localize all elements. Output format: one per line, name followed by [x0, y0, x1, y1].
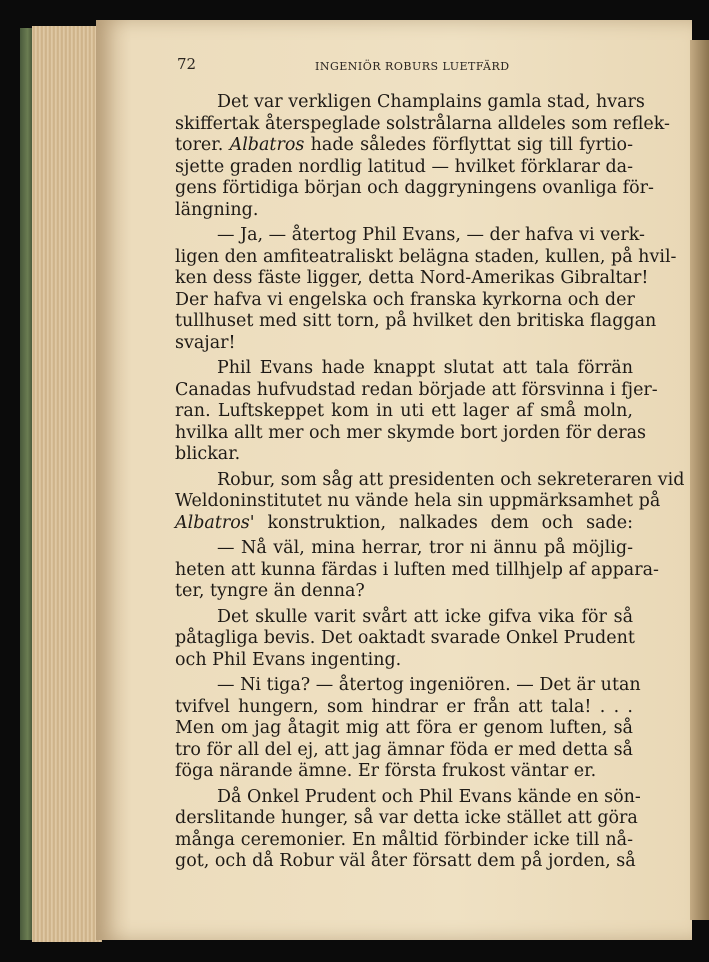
- text-line: ken dess fäste ligger, detta Nord-Amerikas Gibraltar!: [175, 268, 649, 288]
- text-line: Phil Evans hade knappt slutat att tala förrän: [217, 358, 633, 378]
- text-line: Det skulle varit svårt att icke gifva vika för så: [217, 606, 633, 627]
- text-line: Då Onkel Prudent och Phil Evans kände en sön-: [217, 786, 641, 807]
- text-line: Weldoninstitutet nu vände hela sin uppmärksamhet på: [175, 491, 661, 511]
- text-line: svajar!: [175, 332, 236, 353]
- text-line: många ceremonier. En måltid förbinder icke till nå-: [175, 829, 633, 850]
- text-line: skiffertak återspeglade solstrålarna alldeles som reflek-: [175, 113, 670, 134]
- text-line: Robur, som såg att presidenten och sekreteraren vid: [217, 469, 685, 490]
- page-edges: [32, 26, 102, 942]
- text-line: gens förtidiga början och daggryningens ovanliga för-: [175, 178, 654, 198]
- text-line: hvilka allt mer och mer skymde bort jorden för deras: [175, 422, 646, 443]
- text-line: — Nå väl, mina herrar, tror ni ännu på möjlig-: [217, 538, 633, 558]
- text-line: Canadas hufvudstad redan började att försvinna i fjer-: [175, 379, 658, 400]
- text-line: Men om jag åtagit mig att föra er genom luften, så: [175, 718, 633, 738]
- text-line: heten att kunna färdas i luften med tillhjelp af appara-: [175, 559, 659, 580]
- body-text: [175, 92, 685, 873]
- text-line: — Ja, — återtog Phil Evans, — der hafva vi verk-: [217, 225, 645, 245]
- text-line: Det var verkligen Champlains gamla stad, hvars: [217, 92, 645, 112]
- text-line: — Ni tiga? — återtog ingeniören. — Det är utan: [217, 675, 641, 695]
- text-line: och Phil Evans ingenting.: [175, 649, 402, 670]
- text-line: tvifvel hungern, som hindrar er från att tala! . . .: [175, 696, 633, 717]
- text-line: ter, tyngre än denna?: [175, 581, 365, 601]
- text-line: längning.: [175, 199, 259, 220]
- text-line: tullhuset med sitt torn, på hvilket den britiska flaggan: [175, 311, 657, 331]
- text-line: ligen den amfiteatraliskt belägna staden, kullen, på hvil-: [175, 246, 677, 267]
- text-line: Albatros' konstruktion, nalkades dem och sade:: [175, 512, 633, 533]
- text-line: derslitande hunger, så var detta icke stället att göra: [175, 808, 638, 828]
- page-header: [177, 55, 637, 77]
- text-line: blickar.: [175, 444, 241, 464]
- text-line: påtagliga bevis. Det oaktadt svarade Onkel Prudent: [175, 628, 635, 648]
- text-line: got, och då Robur väl åter försatt dem på jorden, så: [175, 851, 636, 871]
- running-title: INGENIÖR ROBURS LUETFÄRD: [315, 60, 510, 73]
- text-line: Der hafva vi engelska och franska kyrkorna och der: [175, 289, 635, 310]
- page-right-edge: [690, 40, 709, 920]
- text-line: föga närande ämne. Er första frukost väntar er.: [175, 761, 597, 781]
- text-line: tro för all del ej, att jag ämnar föda er med detta så: [175, 739, 633, 760]
- text-line: torer. Albatros hade således förflyttat sig till fyrtio-: [175, 135, 633, 155]
- text-line: ran. Luftskeppet kom in uti ett lager af små moln,: [175, 401, 633, 421]
- page-number: 72: [177, 55, 197, 73]
- text-line: sjette graden nordlig latitud — hvilket förklarar da-: [175, 156, 633, 177]
